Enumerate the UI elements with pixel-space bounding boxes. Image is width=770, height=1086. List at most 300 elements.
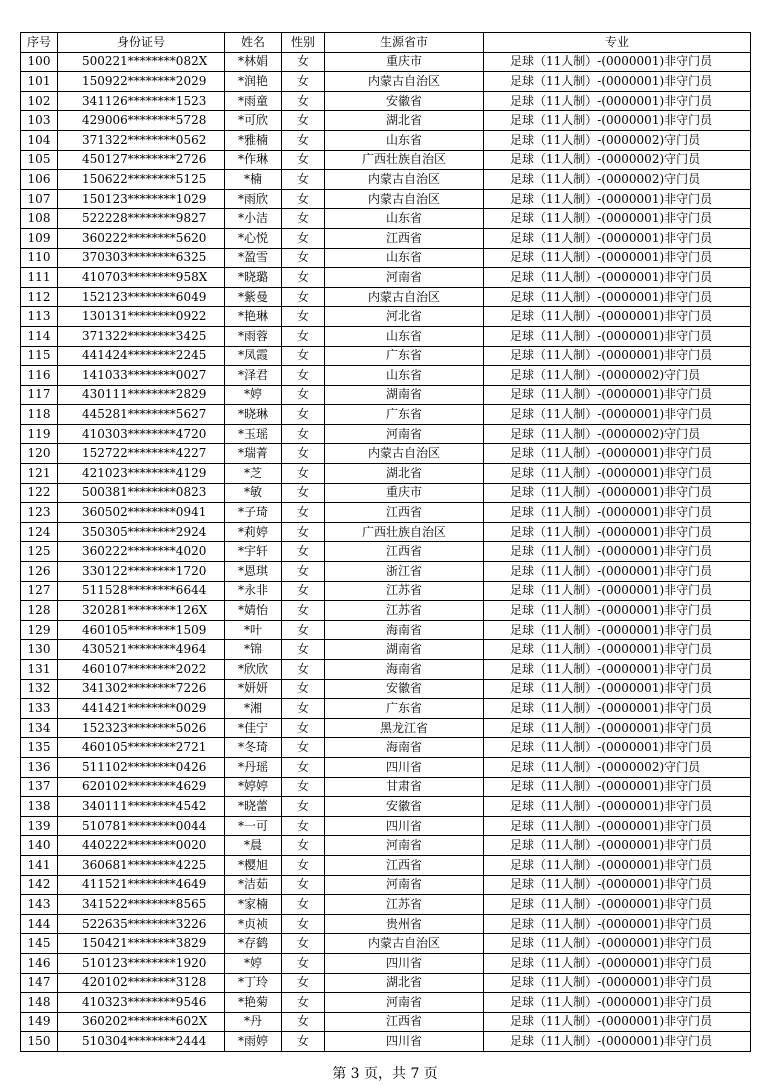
table-row [21,757,751,777]
serial-number-cell: 120 [21,444,58,464]
table-row [21,620,751,640]
id-number-cell: 411521********4649 [58,875,225,895]
name-cell: *可欣 [225,111,282,131]
origin-province-cell: 河北省 [325,307,484,327]
name-cell: *润艳 [225,72,282,92]
table-row [21,503,751,523]
table-row [21,660,751,680]
header-gender: 性别 [282,33,325,53]
origin-province-cell: 安徽省 [325,679,484,699]
origin-province-cell: 四川省 [325,757,484,777]
origin-province-cell: 广西壮族自治区 [325,150,484,170]
table-row [21,895,751,915]
major-cell: 足球（11人制）-(0000001)非守门员 [484,111,751,131]
name-cell: *恩琪 [225,562,282,582]
origin-province-cell: 内蒙古自治区 [325,189,484,209]
table-row [21,777,751,797]
serial-number-cell: 128 [21,601,58,621]
serial-number-cell: 116 [21,366,58,386]
id-number-cell: 522228********9827 [58,209,225,229]
major-cell: 足球（11人制）-(0000001)非守门员 [484,522,751,542]
id-number-cell: 429006********5728 [58,111,225,131]
id-number-cell: 511528********6644 [58,581,225,601]
major-cell: 足球（11人制）-(0000001)非守门员 [484,91,751,111]
gender-cell: 女 [282,875,325,895]
major-cell: 足球（11人制）-(0000001)非守门员 [484,326,751,346]
major-cell: 足球（11人制）-(0000001)非守门员 [484,640,751,660]
id-number-cell: 441421********0029 [58,699,225,719]
major-cell: 足球（11人制）-(0000001)非守门员 [484,189,751,209]
serial-number-cell: 142 [21,875,58,895]
origin-province-cell: 河南省 [325,875,484,895]
name-cell: *锦 [225,640,282,660]
gender-cell: 女 [282,1012,325,1032]
name-cell: *永非 [225,581,282,601]
table-row [21,601,751,621]
id-number-cell: 370303********6325 [58,248,225,268]
table-row [21,816,751,836]
name-cell: *丹 [225,1012,282,1032]
gender-cell: 女 [282,797,325,817]
major-cell: 足球（11人制）-(0000001)非守门员 [484,444,751,464]
serial-number-cell: 125 [21,542,58,562]
major-cell: 足球（11人制）-(0000002)守门员 [484,130,751,150]
gender-cell: 女 [282,934,325,954]
table-row [21,953,751,973]
origin-province-cell: 四川省 [325,1032,484,1052]
origin-province-cell: 湖北省 [325,111,484,131]
major-cell: 足球（11人制）-(0000001)非守门员 [484,855,751,875]
origin-province-cell: 江苏省 [325,895,484,915]
id-number-cell: 340111********4542 [58,797,225,817]
id-number-cell: 371322********0562 [58,130,225,150]
name-cell: *心悦 [225,228,282,248]
name-cell: *小洁 [225,209,282,229]
origin-province-cell: 重庆市 [325,52,484,72]
gender-cell: 女 [282,718,325,738]
table-row [21,581,751,601]
id-number-cell: 152123********6049 [58,287,225,307]
origin-province-cell: 重庆市 [325,483,484,503]
gender-cell: 女 [282,209,325,229]
name-cell: *丹瑶 [225,757,282,777]
table-row [21,973,751,993]
origin-province-cell: 黑龙江省 [325,718,484,738]
id-number-cell: 450127********2726 [58,150,225,170]
major-cell: 足球（11人制）-(0000002)守门员 [484,366,751,386]
name-cell: *晓琳 [225,405,282,425]
major-cell: 足球（11人制）-(0000001)非守门员 [484,1012,751,1032]
major-cell: 足球（11人制）-(0000001)非守门员 [484,777,751,797]
major-cell: 足球（11人制）-(0000002)守门员 [484,757,751,777]
origin-province-cell: 河南省 [325,993,484,1013]
major-cell: 足球（11人制）-(0000001)非守门员 [484,562,751,582]
serial-number-cell: 114 [21,326,58,346]
gender-cell: 女 [282,503,325,523]
gender-cell: 女 [282,483,325,503]
major-cell: 足球（11人制）-(0000002)守门员 [484,424,751,444]
serial-number-cell: 136 [21,757,58,777]
header-name: 姓名 [225,33,282,53]
id-number-cell: 320281********126X [58,601,225,621]
name-cell: *樱旭 [225,855,282,875]
major-cell: 足球（11人制）-(0000001)非守门员 [484,699,751,719]
header-origin-province: 生源省市 [325,33,484,53]
origin-province-cell: 江西省 [325,542,484,562]
origin-province-cell: 四川省 [325,816,484,836]
major-cell: 足球（11人制）-(0000001)非守门员 [484,993,751,1013]
id-number-cell: 510123********1920 [58,953,225,973]
serial-number-cell: 100 [21,52,58,72]
origin-province-cell: 广东省 [325,346,484,366]
id-number-cell: 330122********1720 [58,562,225,582]
gender-cell: 女 [282,464,325,484]
gender-cell: 女 [282,914,325,934]
name-cell: *雨欣 [225,189,282,209]
gender-cell: 女 [282,72,325,92]
major-cell: 足球（11人制）-(0000001)非守门员 [484,836,751,856]
origin-province-cell: 河南省 [325,268,484,288]
table-row [21,679,751,699]
serial-number-cell: 131 [21,660,58,680]
table-row [21,52,751,72]
major-cell: 足球（11人制）-(0000001)非守门员 [484,620,751,640]
id-number-cell: 440222********0020 [58,836,225,856]
major-cell: 足球（11人制）-(0000001)非守门员 [484,385,751,405]
origin-province-cell: 湖北省 [325,973,484,993]
id-number-cell: 510781********0044 [58,816,225,836]
name-cell: *林娟 [225,52,282,72]
table-row [21,209,751,229]
name-cell: *艳菊 [225,993,282,1013]
table-row [21,1012,751,1032]
id-number-cell: 150622********5125 [58,170,225,190]
name-cell: *敏 [225,483,282,503]
origin-province-cell: 海南省 [325,660,484,680]
origin-province-cell: 江西省 [325,228,484,248]
gender-cell: 女 [282,993,325,1013]
table-row [21,993,751,1013]
id-number-cell: 360222********4020 [58,542,225,562]
name-cell: *家楠 [225,895,282,915]
origin-province-cell: 内蒙古自治区 [325,72,484,92]
gender-cell: 女 [282,953,325,973]
table-row [21,640,751,660]
serial-number-cell: 137 [21,777,58,797]
serial-number-cell: 117 [21,385,58,405]
table-row [21,797,751,817]
table-row [21,424,751,444]
table-row [21,326,751,346]
id-number-cell: 150421********3829 [58,934,225,954]
gender-cell: 女 [282,228,325,248]
id-number-cell: 410323********9546 [58,993,225,1013]
origin-province-cell: 安徽省 [325,797,484,817]
serial-number-cell: 107 [21,189,58,209]
origin-province-cell: 海南省 [325,738,484,758]
gender-cell: 女 [282,1032,325,1052]
major-cell: 足球（11人制）-(0000001)非守门员 [484,464,751,484]
table-row [21,385,751,405]
serial-number-cell: 103 [21,111,58,131]
major-cell: 足球（11人制）-(0000001)非守门员 [484,228,751,248]
table-row [21,91,751,111]
serial-number-cell: 148 [21,993,58,1013]
gender-cell: 女 [282,268,325,288]
gender-cell: 女 [282,855,325,875]
name-cell: *婷婷 [225,777,282,797]
origin-province-cell: 内蒙古自治区 [325,444,484,464]
admission-list-sheet [20,32,750,1052]
table-row [21,699,751,719]
major-cell: 足球（11人制）-(0000001)非守门员 [484,483,751,503]
serial-number-cell: 102 [21,91,58,111]
table-row [21,111,751,131]
serial-number-cell: 134 [21,718,58,738]
id-number-cell: 341302********7226 [58,679,225,699]
origin-province-cell: 内蒙古自治区 [325,934,484,954]
gender-cell: 女 [282,189,325,209]
origin-province-cell: 河南省 [325,424,484,444]
serial-number-cell: 140 [21,836,58,856]
id-number-cell: 522635********3226 [58,914,225,934]
header-id-number: 身份证号 [58,33,225,53]
major-cell: 足球（11人制）-(0000001)非守门员 [484,973,751,993]
origin-province-cell: 河南省 [325,836,484,856]
table-row [21,346,751,366]
serial-number-cell: 115 [21,346,58,366]
serial-number-cell: 129 [21,620,58,640]
gender-cell: 女 [282,91,325,111]
serial-number-cell: 105 [21,150,58,170]
table-row [21,189,751,209]
gender-cell: 女 [282,522,325,542]
origin-province-cell: 山东省 [325,248,484,268]
major-cell: 足球（11人制）-(0000001)非守门员 [484,914,751,934]
table-row [21,914,751,934]
name-cell: *晓蕾 [225,797,282,817]
major-cell: 足球（11人制）-(0000001)非守门员 [484,816,751,836]
table-row [21,464,751,484]
id-number-cell: 430521********4964 [58,640,225,660]
table-row [21,483,751,503]
name-cell: *洁茹 [225,875,282,895]
id-number-cell: 150123********1029 [58,189,225,209]
origin-province-cell: 内蒙古自治区 [325,287,484,307]
serial-number-cell: 127 [21,581,58,601]
serial-number-cell: 150 [21,1032,58,1052]
origin-province-cell: 四川省 [325,953,484,973]
id-number-cell: 371322********3425 [58,326,225,346]
gender-cell: 女 [282,562,325,582]
origin-province-cell: 贵州省 [325,914,484,934]
table-row [21,307,751,327]
major-cell: 足球（11人制）-(0000001)非守门员 [484,209,751,229]
serial-number-cell: 104 [21,130,58,150]
id-number-cell: 500221********082X [58,52,225,72]
name-cell: *存鹤 [225,934,282,954]
id-number-cell: 441424********2245 [58,346,225,366]
name-cell: *艳琳 [225,307,282,327]
id-number-cell: 510304********2444 [58,1032,225,1052]
gender-cell: 女 [282,111,325,131]
major-cell: 足球（11人制）-(0000001)非守门员 [484,718,751,738]
id-number-cell: 350305********2924 [58,522,225,542]
gender-cell: 女 [282,601,325,621]
gender-cell: 女 [282,307,325,327]
name-cell: *一可 [225,816,282,836]
id-number-cell: 360202********602X [58,1012,225,1032]
serial-number-cell: 122 [21,483,58,503]
origin-province-cell: 江西省 [325,1012,484,1032]
serial-number-cell: 118 [21,405,58,425]
name-cell: *佳宁 [225,718,282,738]
serial-number-cell: 121 [21,464,58,484]
table-row [21,1032,751,1052]
major-cell: 足球（11人制）-(0000002)守门员 [484,170,751,190]
origin-province-cell: 广西壮族自治区 [325,522,484,542]
name-cell: *子琦 [225,503,282,523]
serial-number-cell: 123 [21,503,58,523]
origin-province-cell: 广东省 [325,405,484,425]
name-cell: *丁玲 [225,973,282,993]
name-cell: *芝 [225,464,282,484]
table-row [21,562,751,582]
gender-cell: 女 [282,777,325,797]
admission-list-table [20,32,751,1052]
major-cell: 足球（11人制）-(0000001)非守门员 [484,934,751,954]
gender-cell: 女 [282,620,325,640]
serial-number-cell: 138 [21,797,58,817]
major-cell: 足球（11人制）-(0000002)守门员 [484,150,751,170]
name-cell: *雨童 [225,91,282,111]
gender-cell: 女 [282,640,325,660]
major-cell: 足球（11人制）-(0000001)非守门员 [484,1032,751,1052]
id-number-cell: 360502********0941 [58,503,225,523]
gender-cell: 女 [282,287,325,307]
id-number-cell: 511102********0426 [58,757,225,777]
gender-cell: 女 [282,973,325,993]
serial-number-cell: 109 [21,228,58,248]
gender-cell: 女 [282,542,325,562]
table-row [21,228,751,248]
name-cell: *雨婷 [225,1032,282,1052]
origin-province-cell: 湖南省 [325,640,484,660]
serial-number-cell: 139 [21,816,58,836]
table-row [21,522,751,542]
gender-cell: 女 [282,444,325,464]
serial-number-cell: 146 [21,953,58,973]
serial-number-cell: 135 [21,738,58,758]
name-cell: *瑞菁 [225,444,282,464]
origin-province-cell: 江西省 [325,503,484,523]
gender-cell: 女 [282,346,325,366]
table-row [21,855,751,875]
name-cell: *泽君 [225,366,282,386]
table-row [21,150,751,170]
serial-number-cell: 132 [21,679,58,699]
table-row [21,170,751,190]
gender-cell: 女 [282,326,325,346]
name-cell: *婷 [225,385,282,405]
table-row [21,934,751,954]
serial-number-cell: 113 [21,307,58,327]
major-cell: 足球（11人制）-(0000001)非守门员 [484,503,751,523]
serial-number-cell: 124 [21,522,58,542]
name-cell: *叶 [225,620,282,640]
table-row [21,72,751,92]
serial-number-cell: 106 [21,170,58,190]
major-cell: 足球（11人制）-(0000001)非守门员 [484,287,751,307]
major-cell: 足球（11人制）-(0000001)非守门员 [484,953,751,973]
id-number-cell: 430111********2829 [58,385,225,405]
major-cell: 足球（11人制）-(0000001)非守门员 [484,660,751,680]
name-cell: *冬琦 [225,738,282,758]
header-major: 专业 [484,33,751,53]
serial-number-cell: 143 [21,895,58,915]
name-cell: *晓璐 [225,268,282,288]
table-row [21,875,751,895]
name-cell: *湘 [225,699,282,719]
id-number-cell: 620102********4629 [58,777,225,797]
major-cell: 足球（11人制）-(0000001)非守门员 [484,52,751,72]
id-number-cell: 410703********958X [58,268,225,288]
origin-province-cell: 山东省 [325,130,484,150]
origin-province-cell: 江苏省 [325,601,484,621]
major-cell: 足球（11人制）-(0000001)非守门员 [484,405,751,425]
origin-province-cell: 甘肃省 [325,777,484,797]
gender-cell: 女 [282,679,325,699]
table-row [21,444,751,464]
id-number-cell: 152323********5026 [58,718,225,738]
page-number-footer: 第 3 页，共 7 页 [332,1066,438,1082]
gender-cell: 女 [282,405,325,425]
major-cell: 足球（11人制）-(0000001)非守门员 [484,679,751,699]
serial-number-cell: 110 [21,248,58,268]
name-cell: *婧怡 [225,601,282,621]
table-row [21,268,751,288]
name-cell: *雅楠 [225,130,282,150]
table-row [21,248,751,268]
serial-number-cell: 149 [21,1012,58,1032]
name-cell: *雨蓉 [225,326,282,346]
serial-number-cell: 108 [21,209,58,229]
origin-province-cell: 江西省 [325,855,484,875]
table-row [21,405,751,425]
name-cell: *盈雪 [225,248,282,268]
major-cell: 足球（11人制）-(0000001)非守门员 [484,268,751,288]
id-number-cell: 360681********4225 [58,855,225,875]
gender-cell: 女 [282,385,325,405]
table-row [21,287,751,307]
table-row [21,718,751,738]
gender-cell: 女 [282,170,325,190]
gender-cell: 女 [282,816,325,836]
name-cell: *贞祯 [225,914,282,934]
major-cell: 足球（11人制）-(0000001)非守门员 [484,875,751,895]
name-cell: *晨 [225,836,282,856]
table-row [21,130,751,150]
serial-number-cell: 144 [21,914,58,934]
header-serial-number: 序号 [21,33,58,53]
gender-cell: 女 [282,130,325,150]
gender-cell: 女 [282,366,325,386]
serial-number-cell: 119 [21,424,58,444]
table-row [21,366,751,386]
table-header-row [21,33,751,53]
id-number-cell: 150922********2029 [58,72,225,92]
id-number-cell: 130131********0922 [58,307,225,327]
